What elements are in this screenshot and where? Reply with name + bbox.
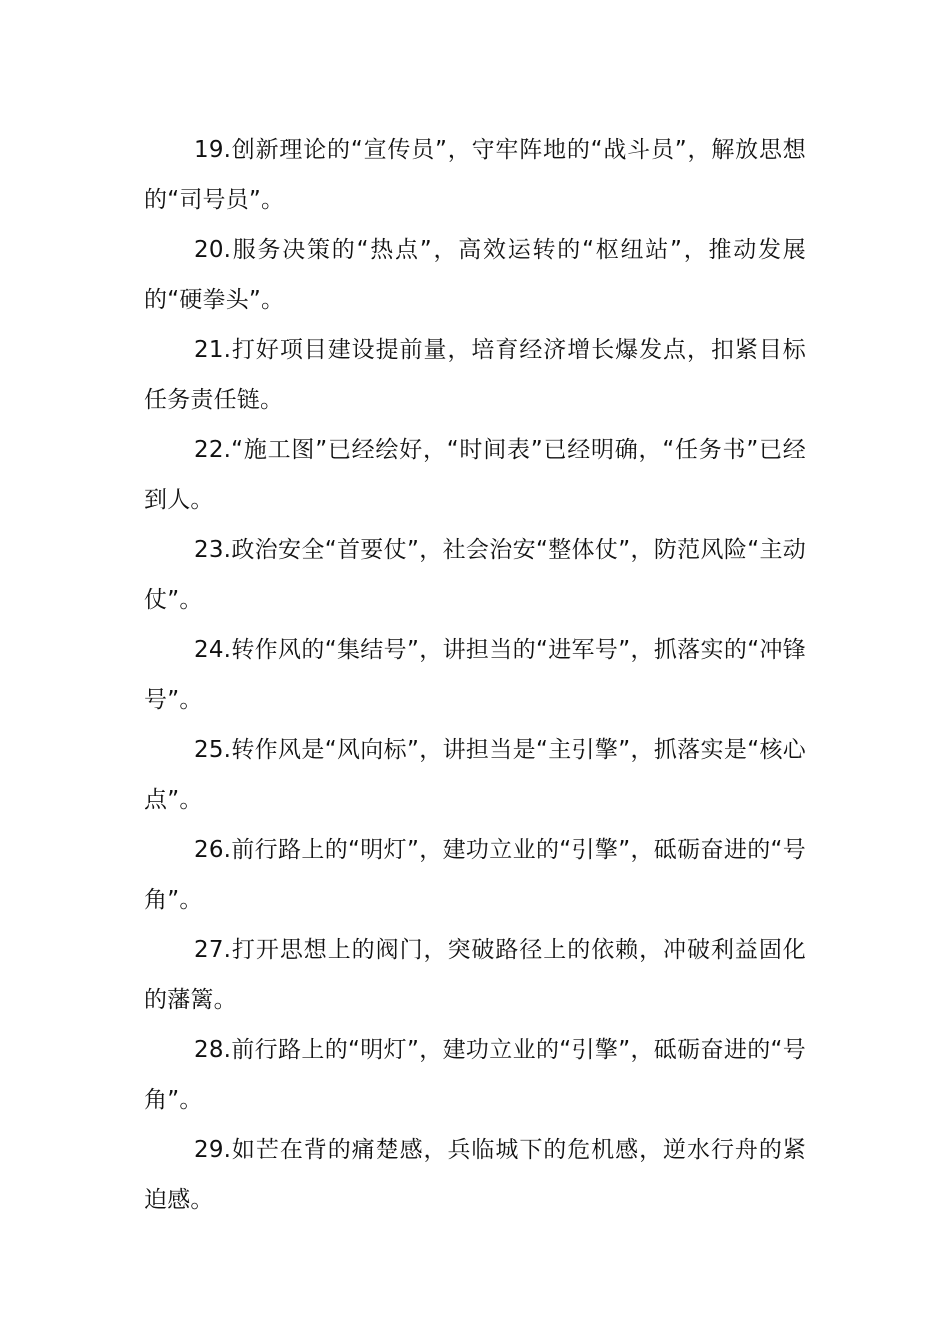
document-body <box>144 125 806 1225</box>
paragraph-26: 26.前行路上的“明灯”，建功立业的“引擎”，砥砺奋进的“号角”。 <box>144 837 806 913</box>
paragraph-24: 24.转作风的“集结号”，讲担当的“进军号”，抓落实的“冲锋号”。 <box>144 637 806 713</box>
paragraph-22: 22.“施工图”已经绘好，“时间表”已经明确，“任务书”已经到人。 <box>144 437 806 513</box>
paragraph-20: 20.服务决策的“热点”，高效运转的“枢纽站”，推动发展的“硬拳头”。 <box>144 237 806 313</box>
paragraph-21: 21.打好项目建设提前量，培育经济增长爆发点，扣紧目标任务责任链。 <box>144 337 806 413</box>
paragraph-28: 28.前行路上的“明灯”，建功立业的“引擎”，砥砺奋进的“号角”。 <box>144 1037 806 1113</box>
paragraph-19: 19.创新理论的“宣传员”，守牢阵地的“战斗员”，解放思想的“司号员”。 <box>144 137 806 213</box>
paragraph-25: 25.转作风是“风向标”，讲担当是“主引擎”，抓落实是“核心点”。 <box>144 737 806 813</box>
paragraph-27: 27.打开思想上的阀门，突破路径上的依赖，冲破利益固化的藩篱。 <box>144 937 806 1013</box>
paragraph-29: 29.如芒在背的痛楚感，兵临城下的危机感，逆水行舟的紧迫感。 <box>144 1137 806 1213</box>
paragraph-23: 23.政治安全“首要仗”，社会治安“整体仗”，防范风险“主动仗”。 <box>144 537 806 613</box>
